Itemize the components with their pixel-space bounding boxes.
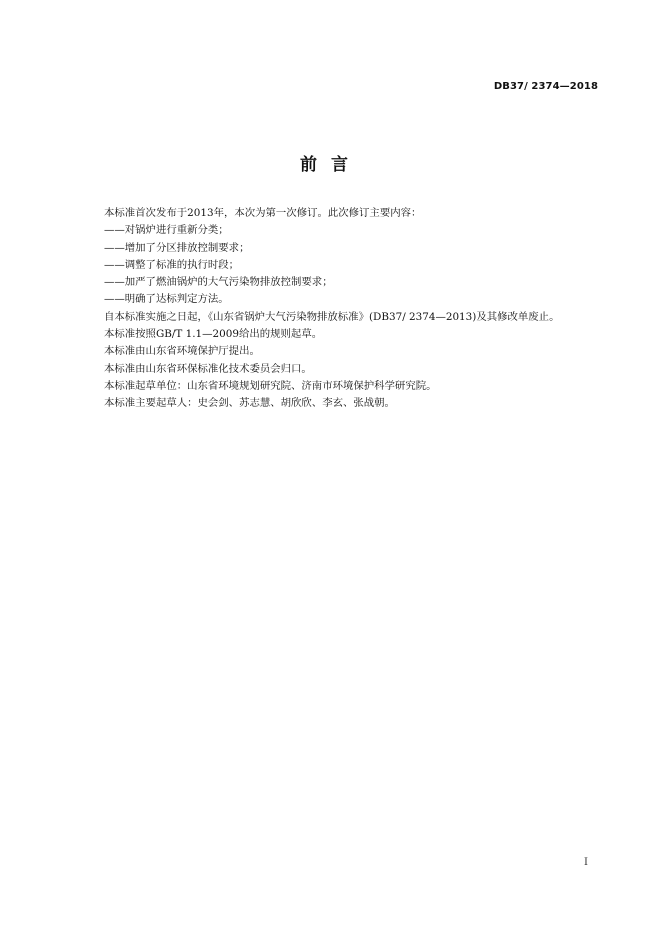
paragraph-main-drafters: 本标准主要起草人：史会剑、苏志慧、胡欣欣、李玄、张战朝。	[104, 397, 395, 410]
revision-item-implementation-period: ——调整了标准的执行时段；	[104, 258, 240, 271]
paragraph-proposed-by: 本标准由山东省环境保护厅提出。	[104, 345, 260, 358]
document-code: DB37/ 2374—2018	[493, 81, 598, 92]
revision-item-compliance-method: ——明确了达标判定方法。	[104, 293, 229, 306]
paragraph-superseded-standard: 自本标准实施之日起，《山东省锅炉大气污染物排放标准》(DB37/ 2374—2013)及其修改单废止。	[104, 310, 560, 323]
paragraph-drafting-units: 本标准起草单位：山东省环境规划研究院、济南市环境保护科学研究院。	[104, 379, 437, 392]
page-number: I	[584, 857, 588, 868]
revision-item-oil-boiler-limits: ——加严了燃油锅炉的大气污染物排放控制要求；	[104, 276, 333, 289]
paragraph-managed-by: 本标准由山东省环保标准化技术委员会归口。	[104, 362, 312, 375]
paragraph-first-issue: 本标准首次发布于2013年，本次为第一次修订。此次修订主要内容：	[104, 207, 422, 219]
page-title: 前言	[300, 155, 362, 175]
foreword-body	[104, 205, 604, 413]
revision-item-boiler-classification: ——对锅炉进行重新分类；	[104, 224, 229, 237]
paragraph-drafting-rules: 本标准按照GB/T 1.1—2009给出的规则起草。	[104, 328, 323, 341]
revision-item-zoned-emission-control: ——增加了分区排放控制要求；	[104, 241, 250, 254]
